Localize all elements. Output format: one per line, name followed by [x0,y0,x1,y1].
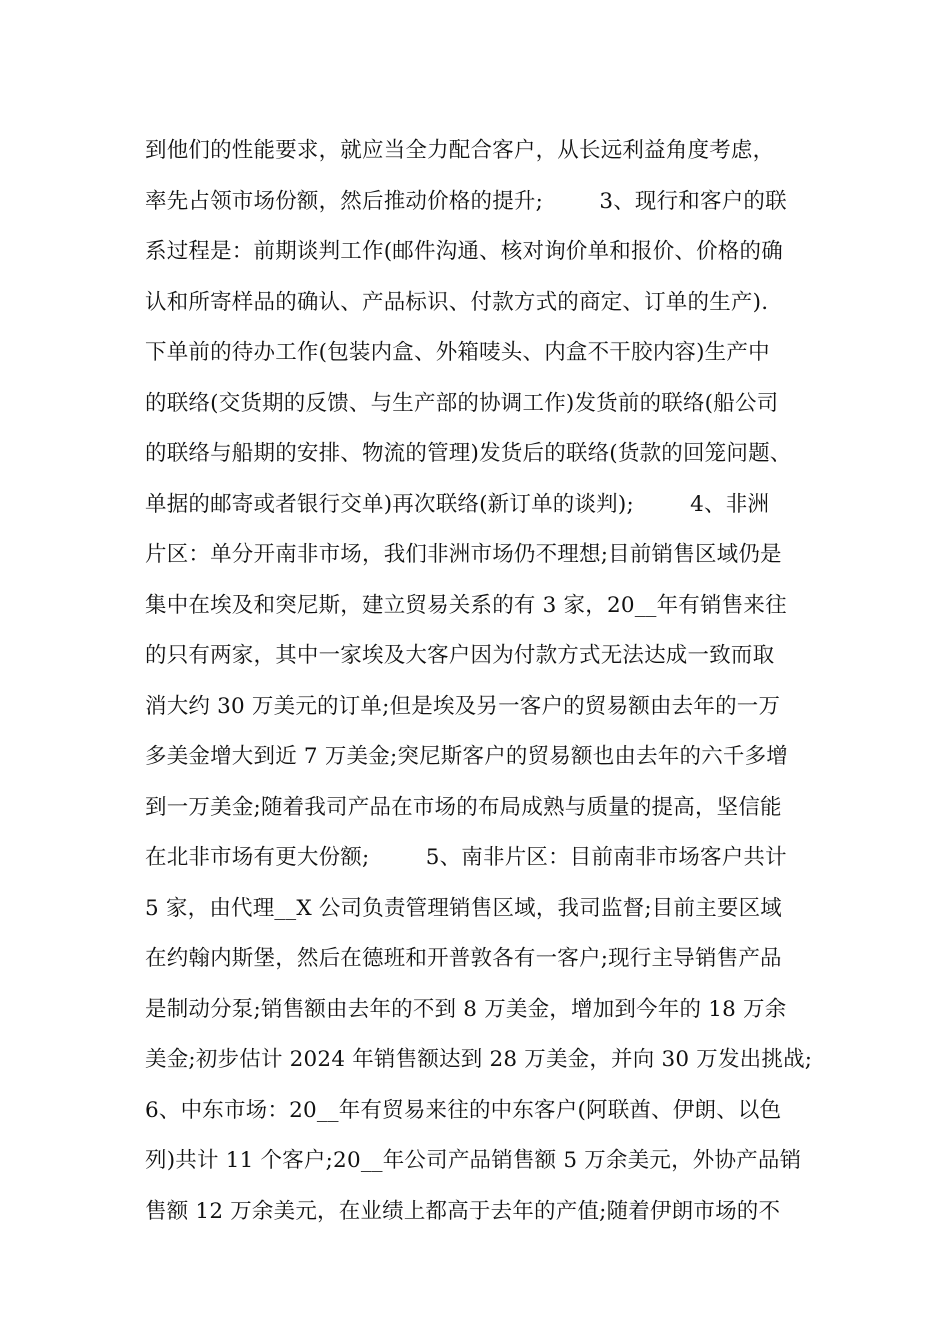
text-line: 在约翰内斯堡，然后在德班和开普敦各有一客户;现行主导销售产品 [145,946,782,971]
text-line: 6、中东市场：20__年有贸易来往的中东客户(阿联酋、伊朗、以色 [145,1097,782,1123]
text-line: 的联络与船期的安排、物流的管理)发货后的联络(货款的回笼问题、 [145,441,792,466]
text-line: 片区：单分开南非市场，我们非洲市场仍不理想;目前销售区域仍是 [145,542,782,567]
body-text [145,126,835,1237]
text-line: 单据的邮寄或者银行交单)再次联络(新订单的谈判); 4、非洲 [145,491,770,517]
text-line: 消大约 30 万美元的订单;但是埃及另一客户的贸易额由去年的一万 [145,693,781,719]
text-line: 列)共计 11 个客户;20__年公司产品销售额 5 万余美元，外协产品销 [145,1148,802,1173]
text-line: 集中在埃及和突尼斯，建立贸易关系的有 3 家，20__年有销售来往 [145,592,787,618]
text-line: 的联络(交货期的反馈、与生产部的协调工作)发货前的联络(船公司 [145,390,779,416]
text-line: 5 家，由代理__X 公司负责管理销售区域，我司监督;目前主要区域 [145,895,782,921]
text-line: 售额 12 万余美元，在业绩上都高于去年的产值;随着伊朗市场的不 [145,1198,781,1224]
text-line: 的只有两家，其中一家埃及大客户因为付款方式无法达成一致而取 [145,643,775,668]
text-line: 下单前的待办工作(包装内盒、外箱唛头、内盒不干胶内容)生产中 [145,340,770,365]
text-line: 系过程是：前期谈判工作(邮件沟通、核对询价单和报价、价格的确 [145,239,783,264]
text-line: 到一万美金;随着我司产品在市场的布局成熟与质量的提高，坚信能 [145,794,782,820]
text-line: 是制动分泵;销售额由去年的不到 8 万美金，增加到今年的 18 万余 [145,996,787,1022]
text-line: 在北非市场有更大份额; 5、南非片区：目前南非市场客户共计 [145,845,787,870]
text-line: 到他们的性能要求，就应当全力配合客户，从长远利益角度考虑， [145,138,775,163]
text-line: 认和所寄样品的确认、产品标识、付款方式的商定、订单的生产). [145,289,769,315]
text-line: 多美金增大到近 7 万美金;突尼斯客户的贸易额也由去年的六千多增 [145,744,788,769]
text-line: 率先占领市场份额，然后推动价格的提升; 3、现行和客户的联 [145,188,787,214]
text-line: 美金;初步估计 2024 年销售额达到 28 万美金，并向 30 万发出挑战; [145,1047,813,1072]
